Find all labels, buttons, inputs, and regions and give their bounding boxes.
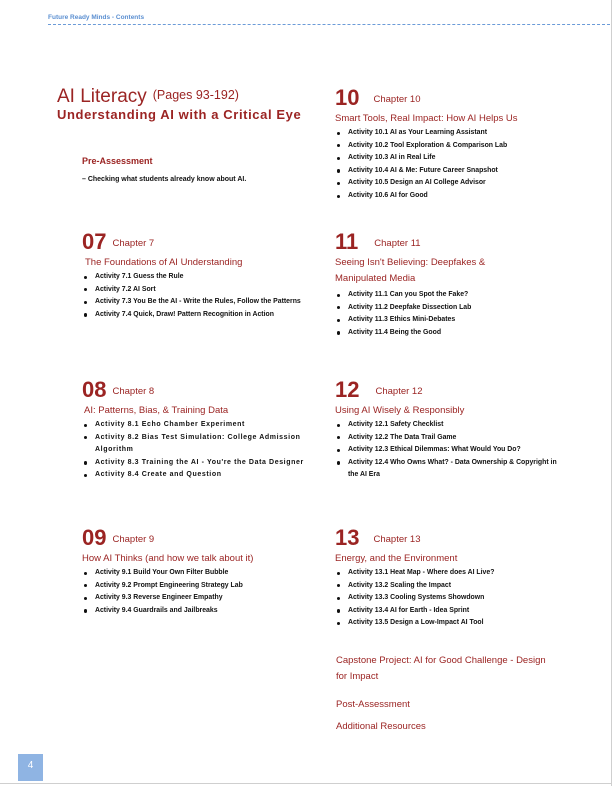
- page-number-box: [18, 754, 43, 781]
- chapter-title[interactable]: Energy, and the Environment: [335, 553, 458, 564]
- activity-item[interactable]: Activity 13.2 Scaling the Impact: [335, 580, 605, 593]
- chapter-title[interactable]: Smart Tools, Real Impact: How AI Helps Us: [335, 113, 518, 124]
- activity-item[interactable]: Activity 13.3 Cooling Systems Showdown: [335, 592, 605, 605]
- chapter-number: 09: [82, 525, 107, 550]
- pre-assessment-link[interactable]: Pre-Assessment: [82, 156, 153, 166]
- chapter-10-block: [335, 85, 605, 203]
- capstone-project-link[interactable]: Capstone Project: AI for Good Challenge - Design for Impact: [336, 655, 546, 682]
- chapter-heading: [82, 229, 322, 255]
- chapter-label: Chapter 10: [373, 94, 421, 105]
- page-bottom-edge: [0, 783, 611, 784]
- chapter-11-block: [335, 229, 535, 339]
- activity-item[interactable]: Activity 7.2 AI Sort: [82, 284, 322, 297]
- activity-item[interactable]: Activity 7.1 Guess the Rule: [82, 271, 322, 284]
- chapter-number: 11: [335, 229, 359, 254]
- running-header: Future Ready Minds - Contents: [48, 14, 145, 21]
- chapter-09-block: [82, 525, 322, 617]
- section-subtitle: Understanding AI with a Critical Eye: [57, 107, 302, 122]
- post-assessment-link[interactable]: Post-Assessment: [336, 699, 410, 710]
- activity-list: [335, 127, 605, 203]
- chapter-07-block: [82, 229, 322, 321]
- activity-item[interactable]: Activity 9.1 Build Your Own Filter Bubble: [82, 567, 322, 580]
- activity-item[interactable]: Activity 11.4 Being the Good: [335, 327, 535, 340]
- chapter-title[interactable]: How AI Thinks (and how we talk about it): [82, 553, 254, 564]
- chapter-heading: [335, 229, 535, 255]
- activity-item[interactable]: Activity 13.1 Heat Map - Where does AI Live?: [335, 567, 605, 580]
- chapter-08-block: [82, 377, 322, 482]
- section-title-text: AI Literacy: [57, 86, 147, 107]
- activity-item[interactable]: Activity 10.6 AI for Good: [335, 190, 605, 203]
- activity-item[interactable]: Activity 8.3 Training the AI - You're the Data Designer: [82, 457, 322, 470]
- activity-item[interactable]: Activity 7.3 You Be the AI - Write the Rules, Follow the Patterns: [82, 296, 322, 309]
- chapter-number: 08: [82, 377, 107, 402]
- activity-list: [335, 419, 560, 482]
- activity-item[interactable]: Activity 8.1 Echo Chamber Experiment: [82, 419, 322, 432]
- chapter-title[interactable]: Using AI Wisely & Responsibly: [335, 405, 465, 416]
- activity-list: [335, 567, 605, 630]
- activity-item[interactable]: Activity 10.4 AI & Me: Future Career Snapshot: [335, 165, 605, 178]
- activity-item[interactable]: Activity 12.1 Safety Checklist: [335, 419, 560, 432]
- additional-resources-link[interactable]: Additional Resources: [336, 721, 426, 732]
- page-number: 4: [27, 760, 34, 771]
- chapter-label: Chapter 7: [112, 238, 155, 249]
- chapter-13-block: [335, 525, 605, 630]
- activity-item[interactable]: Activity 9.2 Prompt Engineering Strategy Lab: [82, 580, 322, 593]
- chapter-title[interactable]: The Foundations of AI Understanding: [85, 257, 243, 268]
- activity-item[interactable]: Activity 10.1 AI as Your Learning Assistant: [335, 127, 605, 140]
- activity-item[interactable]: Activity 12.2 The Data Trail Game: [335, 432, 560, 445]
- activity-item[interactable]: Activity 8.4 Create and Question: [82, 469, 322, 482]
- activity-item[interactable]: Activity 7.4 Quick, Draw! Pattern Recognition in Action: [82, 309, 322, 322]
- chapter-heading: [335, 525, 605, 551]
- chapter-number: 13: [335, 525, 360, 550]
- activity-list: [82, 419, 322, 482]
- chapter-number: 07: [82, 229, 107, 254]
- activity-list: [82, 271, 322, 321]
- chapter-12-block: [335, 377, 560, 482]
- activity-item[interactable]: Activity 11.1 Can you Spot the Fake?: [335, 289, 535, 302]
- chapter-number: 12: [335, 377, 360, 402]
- activity-list: [82, 567, 322, 617]
- page-right-edge: [611, 0, 612, 786]
- chapter-number: 10: [335, 85, 360, 110]
- chapter-heading: [82, 377, 322, 403]
- chapter-label: Chapter 8: [112, 386, 155, 397]
- activity-item[interactable]: Activity 10.2 Tool Exploration & Comparison Lab: [335, 140, 605, 153]
- activity-item[interactable]: Activity 13.5 Design a Low-Impact AI Tool: [335, 617, 605, 630]
- chapter-label: Chapter 11: [374, 238, 421, 249]
- chapter-label: Chapter 12: [375, 386, 423, 397]
- activity-item[interactable]: Activity 12.3 Ethical Dilemmas: What Would You Do?: [335, 444, 560, 457]
- activity-list: [335, 289, 535, 339]
- activity-item[interactable]: Activity 8.2 Bias Test Simulation: College Admission Algorithm: [82, 432, 322, 457]
- activity-item[interactable]: Activity 12.4 Who Owns What? - Data Ownership & Copyright in the AI Era: [335, 457, 560, 482]
- activity-item[interactable]: Activity 9.3 Reverse Engineer Empathy: [82, 592, 322, 605]
- header-divider: [48, 24, 610, 25]
- pre-assessment-description: – Checking what students already know about AI.: [82, 176, 247, 183]
- chapter-label: Chapter 13: [373, 534, 421, 545]
- activity-item[interactable]: Activity 13.4 AI for Earth - Idea Sprint: [335, 605, 605, 618]
- section-title: [57, 86, 239, 108]
- activity-item[interactable]: Activity 10.5 Design an AI College Advisor: [335, 177, 605, 190]
- chapter-heading: [335, 377, 560, 403]
- chapter-heading: [82, 525, 322, 551]
- chapter-title[interactable]: Seeing Isn't Believing: Deepfakes & Manipulated Media: [335, 257, 486, 284]
- activity-item[interactable]: Activity 9.4 Guardrails and Jailbreaks: [82, 605, 322, 618]
- activity-item[interactable]: Activity 11.2 Deepfake Dissection Lab: [335, 302, 535, 315]
- page-range: (Pages 93-192): [152, 88, 239, 102]
- chapter-title[interactable]: AI: Patterns, Bias, & Training Data: [84, 405, 229, 416]
- activity-item[interactable]: Activity 11.3 Ethics Mini-Debates: [335, 314, 535, 327]
- chapter-heading: [335, 85, 605, 111]
- chapter-label: Chapter 9: [112, 534, 155, 545]
- activity-item[interactable]: Activity 10.3 AI in Real Life: [335, 152, 605, 165]
